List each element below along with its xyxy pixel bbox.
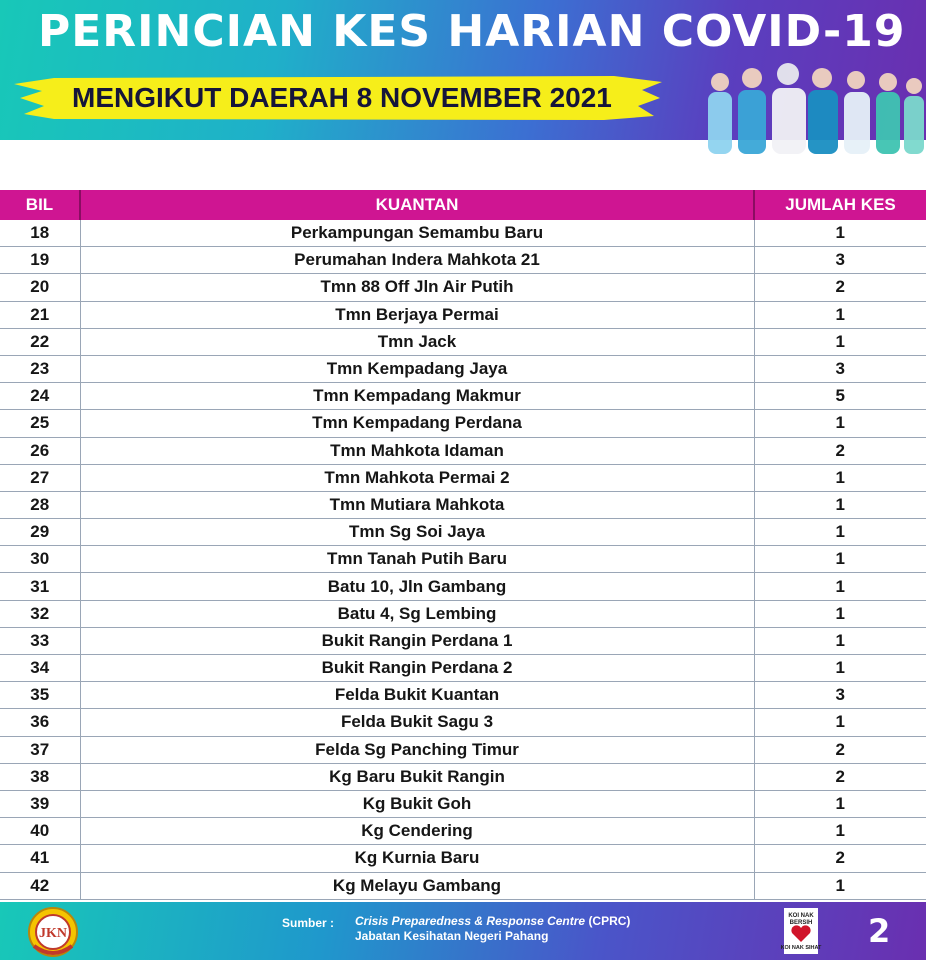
cell-bil: 25	[0, 410, 80, 437]
cell-location: Perkampungan Semambu Baru	[80, 220, 754, 247]
cell-case-count: 1	[754, 410, 926, 437]
cell-bil: 28	[0, 491, 80, 518]
cell-bil: 18	[0, 220, 80, 247]
cell-location: Tmn Mahkota Permai 2	[80, 464, 754, 491]
cell-location: Kg Baru Bukit Rangin	[80, 763, 754, 790]
subtitle-ribbon	[14, 72, 662, 122]
svg-text:BERSIH: BERSIH	[789, 920, 813, 926]
cell-bil: 34	[0, 655, 80, 682]
source-organization: Crisis Preparedness & Response Centre (CPRC)	[355, 914, 631, 928]
cell-bil: 35	[0, 682, 80, 709]
table-row	[0, 383, 926, 410]
cell-bil: 21	[0, 301, 80, 328]
table-row	[0, 600, 926, 627]
cell-location: Perumahan Indera Mahkota 21	[80, 247, 754, 274]
cell-location: Tmn Jack	[80, 328, 754, 355]
cell-case-count: 1	[754, 301, 926, 328]
table-header-row	[0, 190, 926, 220]
cell-case-count: 3	[754, 247, 926, 274]
cell-case-count: 1	[754, 464, 926, 491]
table-row	[0, 301, 926, 328]
cell-location: Kg Bukit Goh	[80, 790, 754, 817]
cell-location: Felda Bukit Sagu 3	[80, 709, 754, 736]
cell-case-count: 5	[754, 383, 926, 410]
cell-location: Tmn Berjaya Permai	[80, 301, 754, 328]
table-row	[0, 247, 926, 274]
table-row	[0, 818, 926, 845]
cell-location: Kg Kurnia Baru	[80, 845, 754, 872]
cell-location: Bukit Rangin Perdana 1	[80, 627, 754, 654]
table-row	[0, 709, 926, 736]
page-subtitle: MENGIKUT DAERAH 8 NOVEMBER 2021	[72, 82, 612, 113]
cell-bil: 30	[0, 546, 80, 573]
cases-table	[0, 190, 926, 900]
cell-location: Tmn 88 Off Jln Air Putih	[80, 274, 754, 301]
cell-case-count: 1	[754, 872, 926, 899]
cell-bil: 42	[0, 872, 80, 899]
table-row	[0, 220, 926, 247]
source-department: Jabatan Kesihatan Negeri Pahang	[355, 929, 549, 943]
table-row	[0, 872, 926, 899]
table-row	[0, 491, 926, 518]
column-header-bil: BIL	[0, 190, 80, 220]
cell-bil: 32	[0, 600, 80, 627]
cell-bil: 29	[0, 519, 80, 546]
cell-case-count: 3	[754, 682, 926, 709]
svg-text:KOI NAK SIHAT: KOI NAK SIHAT	[780, 945, 822, 951]
cell-location: Tmn Sg Soi Jaya	[80, 519, 754, 546]
cell-case-count: 1	[754, 627, 926, 654]
cell-location: Tmn Kempadang Makmur	[80, 383, 754, 410]
cell-bil: 20	[0, 274, 80, 301]
cell-location: Tmn Kempadang Perdana	[80, 410, 754, 437]
cell-location: Felda Bukit Kuantan	[80, 682, 754, 709]
table-row	[0, 790, 926, 817]
table-row	[0, 627, 926, 654]
cell-bil: 19	[0, 247, 80, 274]
cell-case-count: 2	[754, 845, 926, 872]
cell-bil: 37	[0, 736, 80, 763]
svg-text:JKN: JKN	[39, 926, 67, 941]
cell-case-count: 2	[754, 437, 926, 464]
cell-location: Bukit Rangin Perdana 2	[80, 655, 754, 682]
page-title: PERINCIAN KES HARIAN COVID-19	[38, 6, 906, 57]
table-row	[0, 464, 926, 491]
cell-location: Batu 10, Jln Gambang	[80, 573, 754, 600]
cell-bil: 33	[0, 627, 80, 654]
table-body	[0, 220, 926, 899]
cell-location: Batu 4, Sg Lembing	[80, 600, 754, 627]
table-row	[0, 845, 926, 872]
cell-bil: 23	[0, 355, 80, 382]
jkn-logo-icon	[26, 906, 80, 958]
cell-case-count: 3	[754, 355, 926, 382]
cell-case-count: 1	[754, 491, 926, 518]
header-banner	[0, 0, 926, 140]
cell-location: Tmn Kempadang Jaya	[80, 355, 754, 382]
table-row	[0, 519, 926, 546]
svg-text:KOI NAK: KOI NAK	[788, 913, 814, 919]
cell-case-count: 1	[754, 790, 926, 817]
table-row	[0, 274, 926, 301]
cell-location: Kg Cendering	[80, 818, 754, 845]
cell-location: Tmn Tanah Putih Baru	[80, 546, 754, 573]
cell-bil: 38	[0, 763, 80, 790]
cell-case-count: 1	[754, 220, 926, 247]
cell-bil: 40	[0, 818, 80, 845]
cell-case-count: 2	[754, 763, 926, 790]
cell-bil: 27	[0, 464, 80, 491]
source-label: Sumber :	[282, 916, 335, 930]
column-header-kuantan: KUANTAN	[80, 190, 754, 220]
koi-nak-bersih-logo-icon	[780, 908, 822, 954]
cell-case-count: 1	[754, 573, 926, 600]
cell-case-count: 1	[754, 818, 926, 845]
cell-bil: 22	[0, 328, 80, 355]
table-row	[0, 682, 926, 709]
table-row	[0, 573, 926, 600]
cell-case-count: 1	[754, 546, 926, 573]
healthcare-workers-illustration	[690, 60, 926, 154]
table-row	[0, 328, 926, 355]
cell-bil: 41	[0, 845, 80, 872]
table-row	[0, 437, 926, 464]
cell-bil: 36	[0, 709, 80, 736]
footer-bar	[0, 902, 926, 960]
cell-case-count: 2	[754, 736, 926, 763]
table-row	[0, 763, 926, 790]
table-row	[0, 355, 926, 382]
cell-location: Felda Sg Panching Timur	[80, 736, 754, 763]
table-row	[0, 736, 926, 763]
cell-case-count: 2	[754, 274, 926, 301]
cell-location: Kg Melayu Gambang	[80, 872, 754, 899]
cell-bil: 31	[0, 573, 80, 600]
page-number: 2	[868, 912, 891, 950]
table-row	[0, 410, 926, 437]
cell-bil: 24	[0, 383, 80, 410]
table-row	[0, 655, 926, 682]
column-header-jumlah-kes: JUMLAH KES	[754, 190, 926, 220]
cell-case-count: 1	[754, 600, 926, 627]
cell-case-count: 1	[754, 655, 926, 682]
cell-bil: 39	[0, 790, 80, 817]
cell-case-count: 1	[754, 519, 926, 546]
cell-bil: 26	[0, 437, 80, 464]
cell-location: Tmn Mutiara Mahkota	[80, 491, 754, 518]
cell-location: Tmn Mahkota Idaman	[80, 437, 754, 464]
cell-case-count: 1	[754, 709, 926, 736]
cell-case-count: 1	[754, 328, 926, 355]
table-row	[0, 546, 926, 573]
